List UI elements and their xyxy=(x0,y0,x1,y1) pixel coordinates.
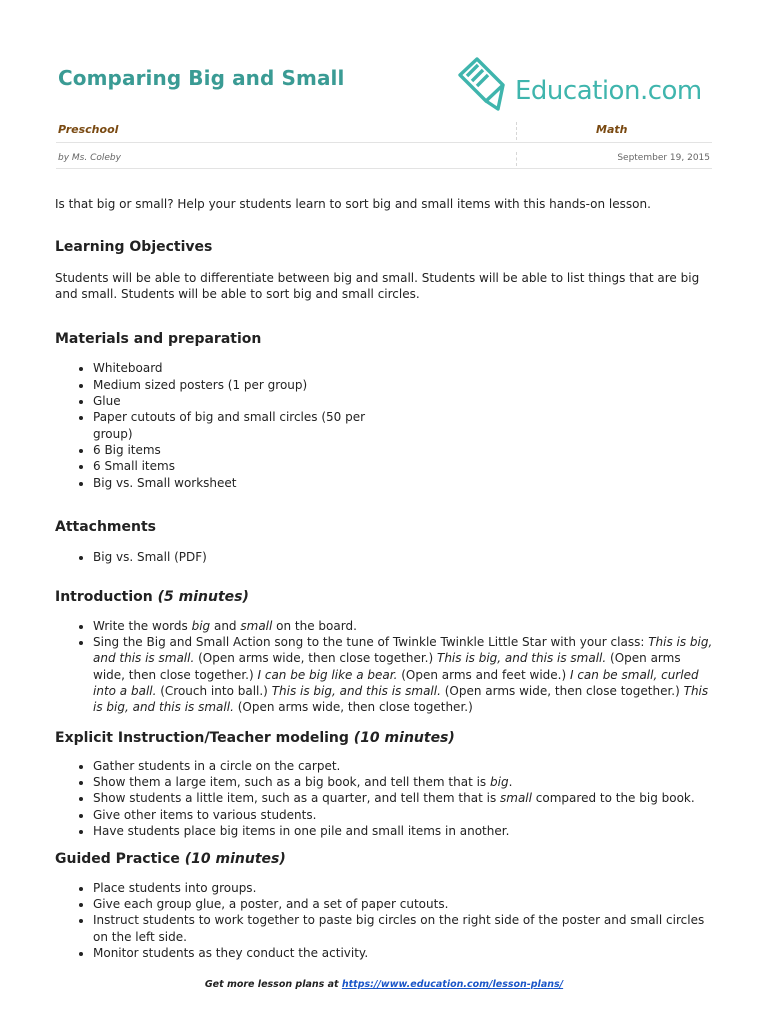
footer-link[interactable]: https://www.education.com/lesson-plans/ xyxy=(341,979,564,990)
list-item: • Big vs. Small worksheet xyxy=(93,475,383,491)
grade-label: Preschool xyxy=(58,123,119,136)
list-item: • Show students a little item, such as a quarter, and tell them that is small compared to the big book. xyxy=(93,790,715,806)
list-item: • Monitor students as they conduct the activity. xyxy=(93,945,715,961)
list-item: • Instruct students to work together to paste big circles on the right side of the poster and small circles on the left side. xyxy=(93,912,715,945)
footer-text: Get more lesson plans at xyxy=(204,979,342,990)
list-item: • Sing the Big and Small Action song to the tune of Twinkle Twinkle Little Star with your class: This is big, and this is small. (Open arms wide, then close together.) This is big, and this is small. (Open arms wide, then close together.) I can be big like a bear. (Open arms and feet wide.) I can be small, curled into a ball. (Crouch into ball.) This is big, and this is small. (Open arms wide, then close together.) This is big, and this is small. (Open arms wide, then close together.) xyxy=(93,634,715,715)
list-item: • Give each group glue, a poster, and a set of paper cutouts. xyxy=(93,896,715,912)
list-item: • Glue xyxy=(93,393,383,409)
page-title: Comparing Big and Small xyxy=(58,66,345,90)
pencil-logo-icon xyxy=(456,56,514,112)
list-item: • Show them a large item, such as a big book, and tell them that is big. xyxy=(93,774,715,790)
introduction-duration: (5 minutes) xyxy=(157,589,249,606)
guided-duration: (10 minutes) xyxy=(184,851,286,868)
list-item: • Write the words big and small on the board. xyxy=(93,618,715,634)
meta-divider xyxy=(516,122,517,140)
author-label: by Ms. Coleby xyxy=(58,153,121,163)
list-item: • Place students into groups. xyxy=(93,880,715,896)
attachments-list xyxy=(55,549,715,565)
list-item: • Gather students in a circle on the carpet. xyxy=(93,758,715,774)
introduction-heading-text: Introduction xyxy=(55,589,153,606)
meta-row-author-date xyxy=(56,150,712,169)
introduction-list xyxy=(55,618,715,716)
list-item: • Medium sized posters (1 per group) xyxy=(93,377,383,393)
intro-paragraph: Is that big or small? Help your students learn to sort big and small items with this hands-on lesson. xyxy=(55,197,651,211)
materials-heading: Materials and preparation xyxy=(55,331,262,348)
list-item: • Paper cutouts of big and small circles (50 per group) xyxy=(93,409,383,442)
attachment-link[interactable]: • Big vs. Small (PDF) xyxy=(93,549,715,565)
list-item: • Give other items to various students. xyxy=(93,807,715,823)
list-item: • 6 Big items xyxy=(93,442,383,458)
guided-heading xyxy=(55,851,715,867)
list-item: • Whiteboard xyxy=(93,360,383,376)
logo-wordmark: Education.com xyxy=(515,76,702,106)
explicit-heading xyxy=(55,730,715,746)
list-item: • Have students place big items in one pile and small items in another. xyxy=(93,823,715,839)
introduction-heading xyxy=(55,589,715,605)
explicit-duration: (10 minutes) xyxy=(353,729,455,746)
meta-row-grade-subject xyxy=(56,120,712,143)
education-logo[interactable] xyxy=(456,56,716,112)
subject-label: Math xyxy=(596,123,628,136)
date-label: September 19, 2015 xyxy=(617,153,710,163)
objectives-heading: Learning Objectives xyxy=(55,239,213,256)
explicit-list xyxy=(55,758,715,839)
lesson-content xyxy=(55,196,715,961)
explicit-heading-text: Explicit Instruction/Teacher modeling xyxy=(55,729,349,746)
list-item: • 6 Small items xyxy=(93,458,383,474)
objectives-text: Students will be able to differentiate between big and small. Students will be able to list things that are big and small. Students will be able to sort big and small circles. xyxy=(55,270,700,301)
meta-divider xyxy=(516,152,517,166)
footer xyxy=(0,979,768,990)
guided-heading-text: Guided Practice xyxy=(55,851,180,868)
materials-list xyxy=(55,360,383,490)
attachments-heading: Attachments xyxy=(55,518,157,535)
guided-list xyxy=(55,880,715,961)
